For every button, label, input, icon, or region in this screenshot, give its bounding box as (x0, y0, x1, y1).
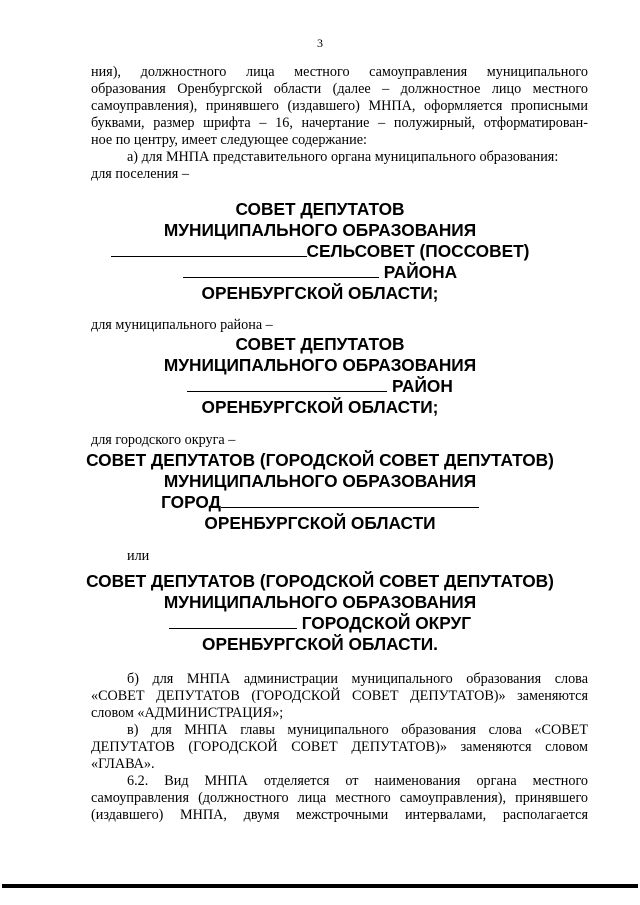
heading-line: ОРЕНБУРГСКОЙ ОБЛАСТИ; (201, 397, 439, 417)
heading-line (0, 241, 640, 261)
page-number: 3 (317, 36, 323, 50)
item-b-line: б) для МНПА администрации муниципального образования слова (127, 671, 588, 687)
heading-text: ГОРОДСКОЙ ОКРУГ (301, 613, 472, 633)
paragraph-line: буквами, размер шрифта – 16, начертание – полужирный, отформатирован- (91, 115, 588, 131)
blank-underline (183, 262, 379, 278)
item-62-line: (издавшего) МНПА, двумя межстрочными интервалами, располагается (91, 807, 588, 823)
heading-line: СОВЕТ ДЕПУТАТОВ (ГОРОДСКОЙ СОВЕТ ДЕПУТАТОВ) (86, 450, 554, 470)
paragraph-line: образования Оренбургской области (далее – должностное лицо местного (91, 81, 588, 97)
label-district: для муниципального района – (91, 317, 273, 333)
item-a: а) для МНПА представительного органа муниципального образования: (127, 149, 559, 165)
heading-line: СОВЕТ ДЕПУТАТОВ (235, 334, 405, 354)
heading-line (0, 376, 640, 396)
heading-text: ГОРОД (161, 492, 221, 512)
heading-line: ОРЕНБУРГСКОЙ ОБЛАСТИ. (202, 634, 438, 654)
paragraph-line: ния), должностного лица местного самоуправления муниципального (91, 64, 588, 80)
heading-text: РАЙОНА (383, 262, 458, 282)
heading-line (0, 262, 640, 282)
blank-underline (169, 613, 297, 629)
label-or: или (127, 548, 150, 564)
paragraph-line: самоуправления), принявшего (издавшего) МНПА, оформляется прописными (91, 98, 588, 114)
heading-text: СЕЛЬСОВЕТ (ПОССОВЕТ) (306, 241, 530, 261)
item-v-line: «ГЛАВА». (91, 756, 155, 772)
item-b-line: «СОВЕТ ДЕПУТАТОВ (ГОРОДСКОЙ СОВЕТ ДЕПУТАТОВ)» заменяются (91, 688, 588, 704)
blank-underline (111, 241, 307, 257)
heading-line: СОВЕТ ДЕПУТАТОВ (235, 199, 405, 219)
item-62-line: самоуправления (должностного лица местного самоуправления), принявшего (91, 790, 588, 806)
heading-text: РАЙОН (391, 376, 453, 396)
heading-line: МУНИЦИПАЛЬНОГО ОБРАЗОВАНИЯ (163, 355, 477, 375)
heading-line: МУНИЦИПАЛЬНОГО ОБРАЗОВАНИЯ (163, 592, 477, 612)
paragraph-line: ное по центру, имеет следующее содержание: (91, 132, 367, 148)
heading-line: МУНИЦИПАЛЬНОГО ОБРАЗОВАНИЯ (163, 471, 477, 491)
label-city: для городского округа – (91, 432, 236, 448)
heading-line: ОРЕНБУРГСКОЙ ОБЛАСТИ; (201, 283, 439, 303)
item-62-line: 6.2. Вид МНПА отделяется от наименования органа местного (127, 773, 588, 789)
blank-underline (221, 492, 479, 508)
heading-line: ОРЕНБУРГСКОЙ ОБЛАСТИ (204, 513, 436, 533)
blank-underline (187, 376, 387, 392)
heading-line: МУНИЦИПАЛЬНОГО ОБРАЗОВАНИЯ (163, 220, 477, 240)
item-b-line: словом «АДМИНИСТРАЦИЯ»; (91, 705, 284, 721)
heading-line (0, 613, 640, 633)
item-v-line: ДЕПУТАТОВ (ГОРОДСКОЙ СОВЕТ ДЕПУТАТОВ)» заменяются словом (91, 739, 588, 755)
item-v-line: в) для МНПА главы муниципального образования слова «СОВЕТ (127, 722, 588, 738)
label-settlement: для поселения – (91, 166, 189, 182)
bottom-rule (2, 884, 638, 888)
heading-line (0, 492, 640, 512)
heading-line: СОВЕТ ДЕПУТАТОВ (ГОРОДСКОЙ СОВЕТ ДЕПУТАТОВ) (86, 571, 554, 591)
